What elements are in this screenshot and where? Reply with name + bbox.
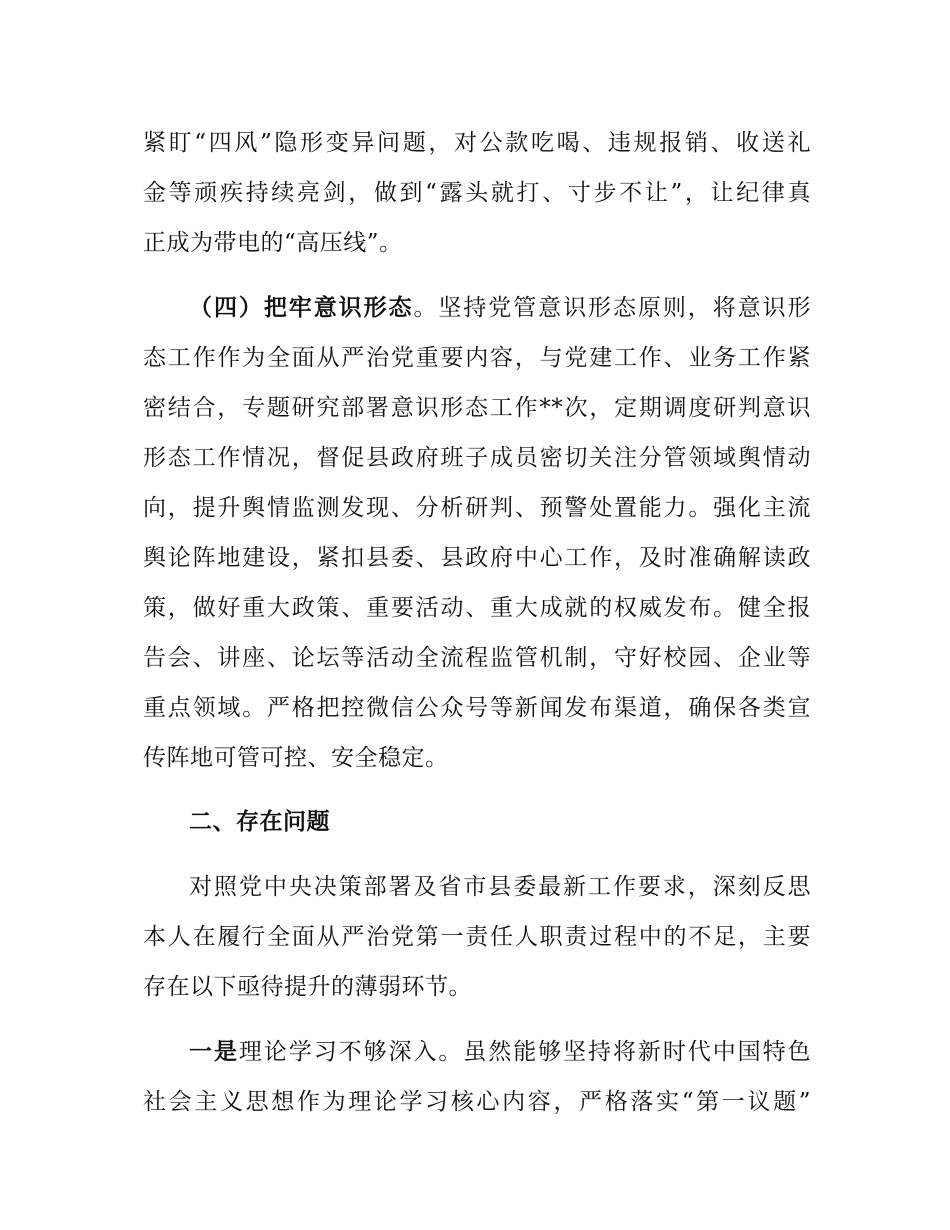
paragraph-theory-study (143, 1027, 811, 1127)
text-run: 理论学习不够深入。虽然能够坚持将新时代中国特色 (238, 1039, 811, 1065)
text-line: 向，提升舆情监测发现、分析研判、预警处置能力。强化主流 (143, 495, 811, 521)
text-line: 重点领域。严格把控微信公众号等新闻发布渠道，确保各类宣 (143, 695, 811, 721)
section-heading: 二、存在问题 (189, 809, 330, 835)
text-line (143, 283, 811, 333)
text-line: 对照党中央决策部署及省市县委最新工作要求，深刻反思 (189, 874, 811, 900)
paragraph-ideology (143, 283, 811, 783)
text-line: 传阵地可管可控、安全稳定。 (143, 745, 449, 771)
text-line (143, 1027, 811, 1077)
text-line: 社会主义思想作为理论学习核心内容，严格落实“第一议题” (143, 1089, 811, 1115)
text-line: 形态工作情况，督促县政府班子成员密切关注分管领域舆情动 (143, 445, 811, 471)
section-heading-block (143, 797, 811, 847)
text-line: 金等顽疾持续亮剑，做到“露头就打、寸步不让”，让纪律真 (143, 180, 811, 206)
subsection-heading: （四）把牢意识形态 (189, 295, 414, 321)
text-run: 。坚持党管意识形态原则，将意识形 (413, 295, 811, 321)
text-line: 本人在履行全面从严治党第一责任人职责过程中的不足，主要 (143, 924, 811, 950)
text-line: 态工作作为全面从严治党重要内容，与党建工作、业务工作紧 (143, 345, 811, 371)
paragraph-problems-intro (143, 862, 811, 1012)
text-line: 舆论阵地建设，紧扣县委、县政府中心工作，及时准确解读政 (143, 545, 811, 571)
paragraph-discipline (143, 118, 811, 268)
text-line: 紧盯“四风”隐形变异问题，对公款吃喝、违规报销、收送礼 (143, 130, 811, 156)
text-line: 存在以下亟待提升的薄弱环节。 (143, 974, 472, 1000)
text-line: 策，做好重大政策、重要活动、重大成就的权威发布。健全报 (143, 595, 811, 621)
item-lead: 一是 (189, 1039, 239, 1065)
text-line: 正成为带电的“高压线”。 (143, 230, 403, 256)
text-line: 密结合，专题研究部署意识形态工作**次，定期调度研判意识 (143, 395, 811, 421)
text-line: 告会、讲座、论坛等活动全流程监管机制，守好校园、企业等 (143, 645, 811, 671)
